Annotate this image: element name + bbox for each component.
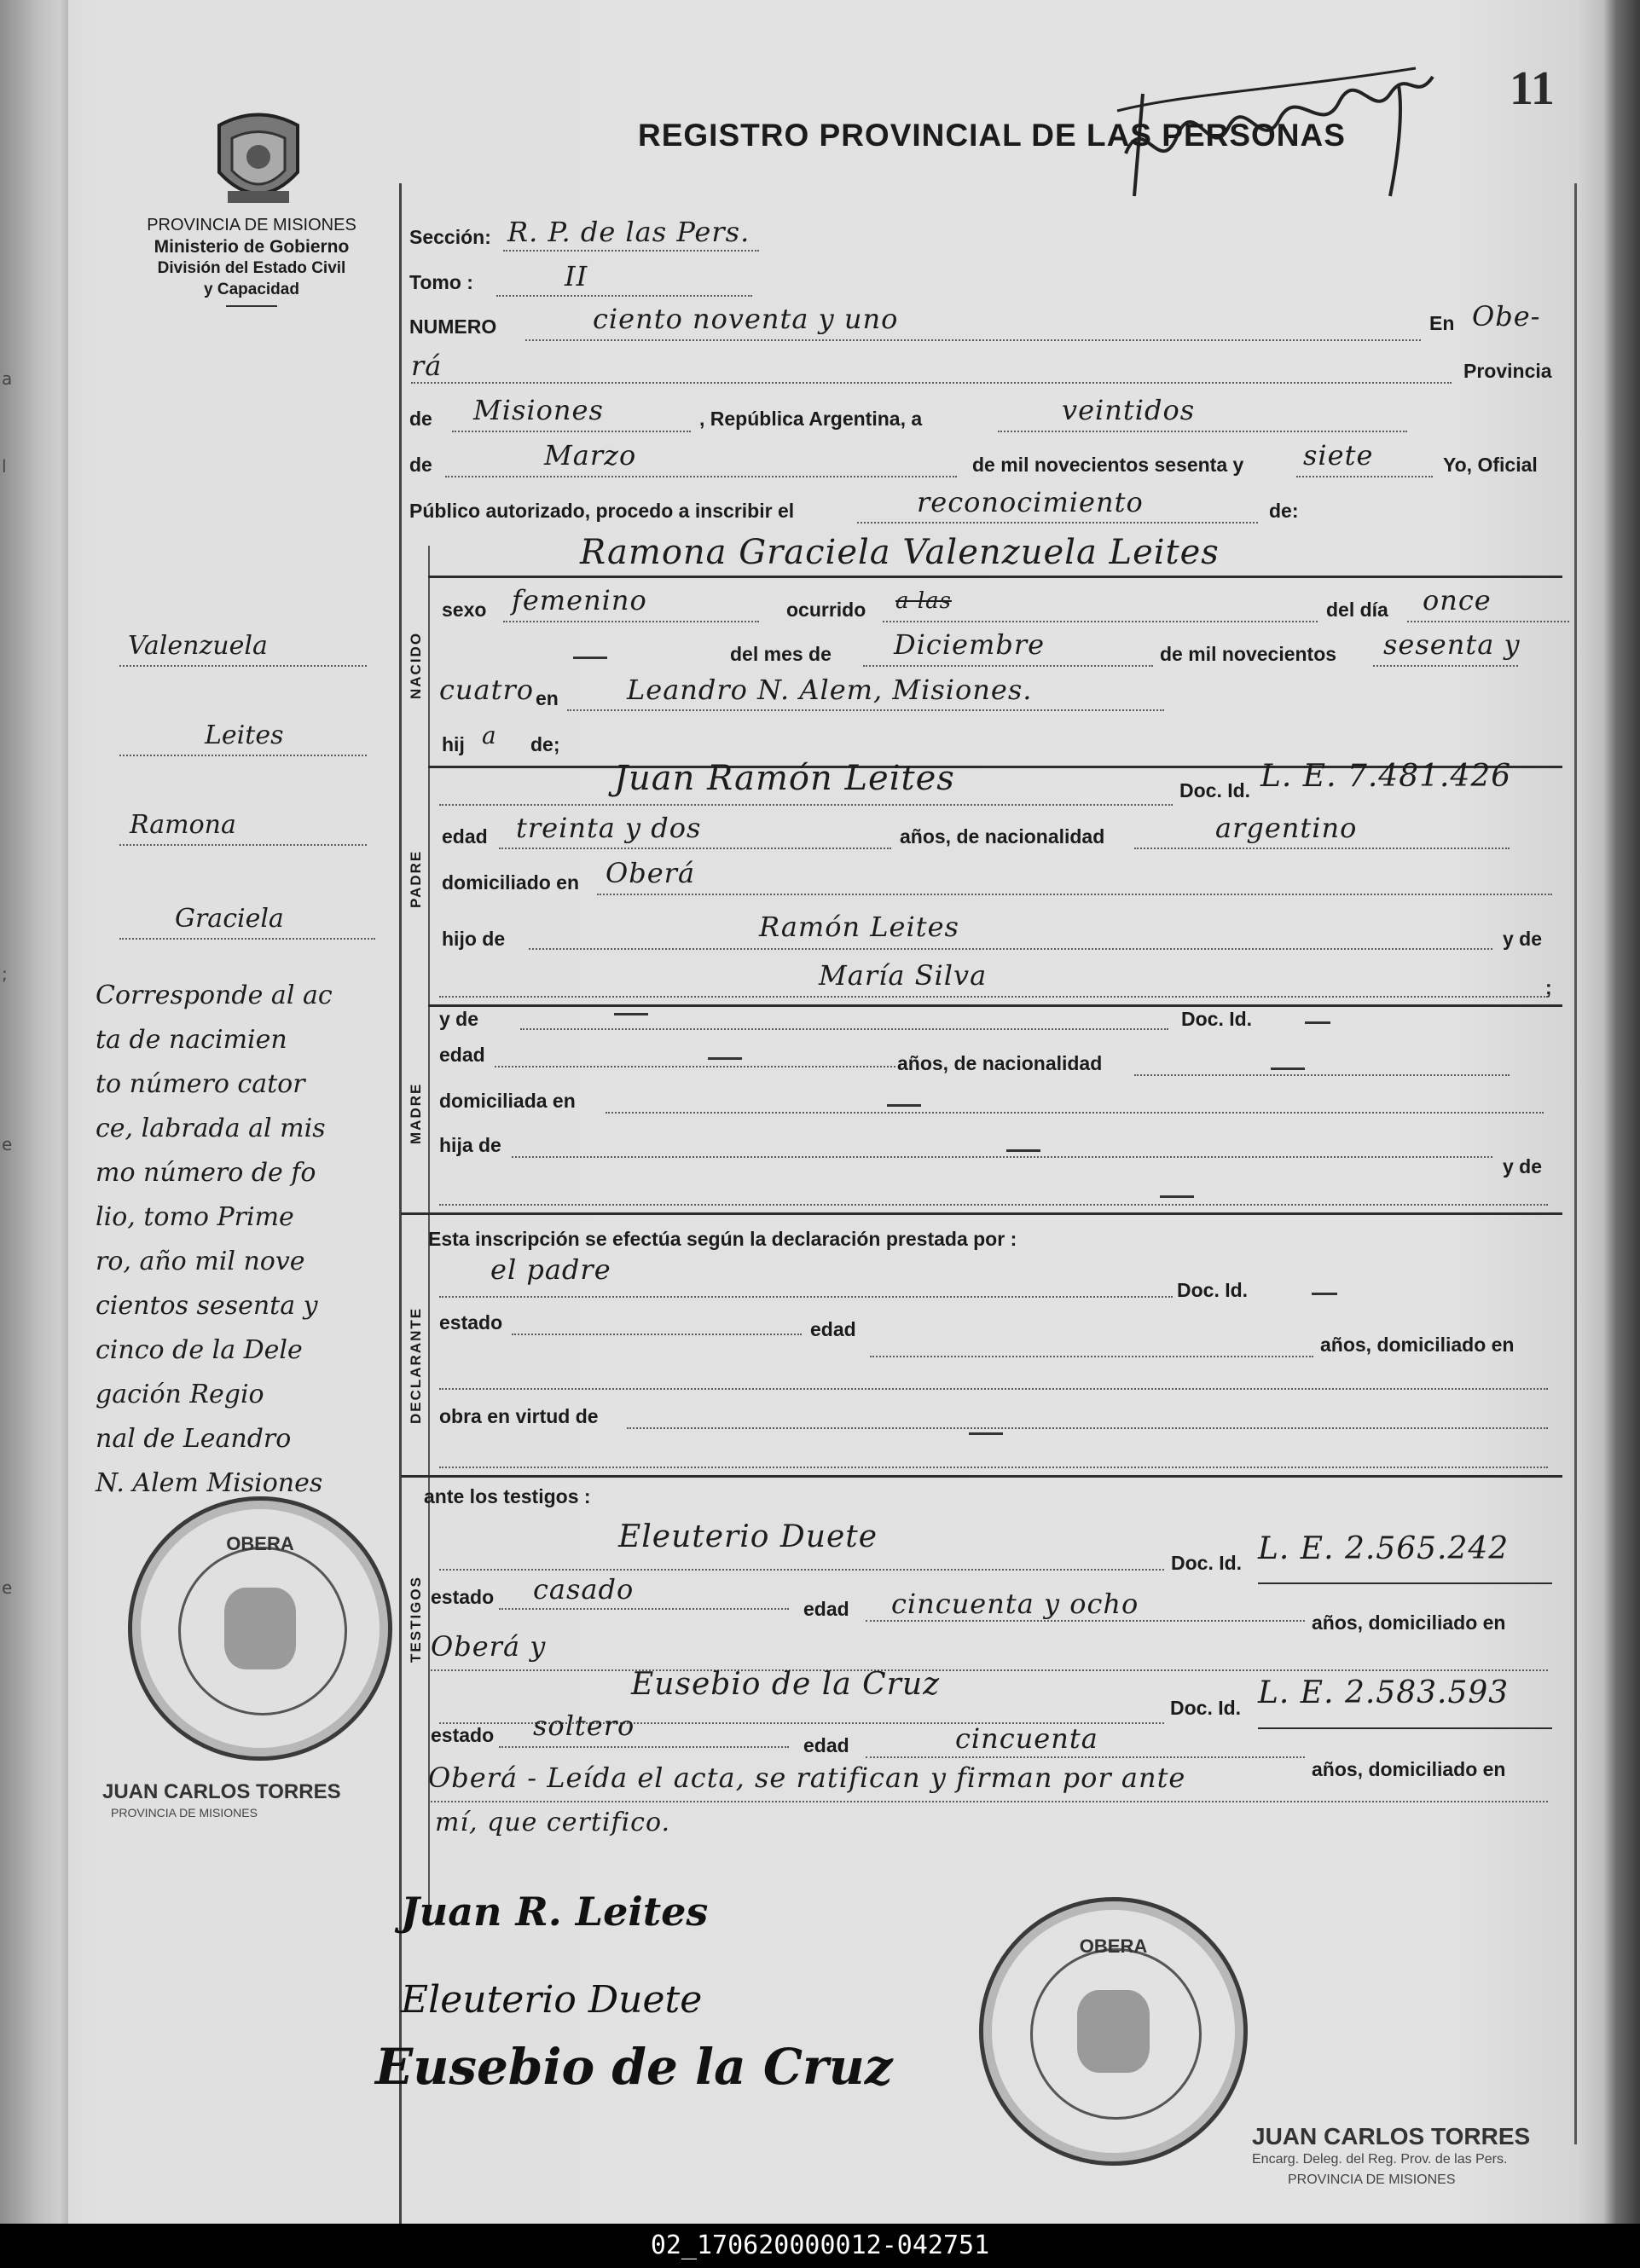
- label-anos-nac-madre: años, de nacionalidad: [897, 1052, 1103, 1074]
- signature-witness-1: Eleuterio Duete: [401, 1978, 703, 2022]
- value-dia-inscripcion: veintidos: [1062, 394, 1196, 426]
- value-anio-nacimiento-cont: cuatro: [439, 674, 535, 706]
- margin-nombre1: Ramona: [130, 810, 236, 840]
- margin-apellido2: Leites: [205, 720, 284, 750]
- left-divider-line: [399, 183, 402, 2264]
- value-mes-nacimiento: Diciembre: [894, 628, 1046, 661]
- label-hijo-de: hijo de: [442, 928, 506, 950]
- value-padre-nombre: Juan Ramón Leites: [614, 759, 955, 798]
- section-divider-line: [428, 546, 430, 1906]
- value-anio-nacimiento: sesenta y: [1383, 628, 1521, 661]
- value-cierre-linea1: Oberá - Leída el acta, se ratifican y firman por ante: [428, 1762, 1186, 1794]
- label-domiciliado-padre: domiciliado en: [442, 871, 580, 894]
- value-testigo1-doc: L. E. 2.565.242: [1258, 1531, 1510, 1566]
- label-del-mes: del mes de: [730, 643, 832, 665]
- margin-note-line: N. Alem Misiones: [96, 1468, 323, 1498]
- label-de-mil-nov: de mil novecientos: [1160, 643, 1337, 665]
- value-padre-nacionalidad: argentino: [1215, 812, 1358, 844]
- margin-note-line: mo número de fo: [96, 1158, 316, 1188]
- page-number: 11: [1510, 62, 1555, 115]
- label-republica: , República Argentina, a: [699, 408, 923, 430]
- label-estado-testigo1: estado: [431, 1586, 495, 1608]
- madre-top-line: [428, 1004, 1562, 1007]
- label-hija-de: hija de: [439, 1134, 501, 1156]
- seal-city-right: OBERA: [1079, 1935, 1148, 1957]
- label-obra: obra en virtud de: [439, 1405, 599, 1427]
- label-y-de-padre: y de: [1503, 928, 1543, 950]
- label-semicolon: ;: [1545, 976, 1552, 998]
- margin-note-line: ro, año mil nove: [96, 1247, 305, 1276]
- label-de: de: [409, 408, 432, 430]
- seal-city-left: OBERA: [226, 1533, 294, 1554]
- label-en: En: [1429, 312, 1455, 334]
- label-numero: NUMERO: [409, 315, 497, 338]
- value-lugar-nacimiento: Leandro N. Alem, Misiones.: [627, 674, 1033, 706]
- value-localidad-cont: rá: [411, 350, 443, 382]
- margin-note-line: cinco de la Dele: [96, 1335, 303, 1365]
- issuer-ministry: Ministerio de Gobierno: [154, 237, 350, 257]
- label-edad-padre: edad: [442, 825, 488, 848]
- label-edad-testigo2: edad: [803, 1734, 849, 1756]
- value-padre-doc: L. E. 7.481.426: [1260, 759, 1512, 794]
- province-stamp-left: PROVINCIA DE MISIONES: [111, 1806, 258, 1820]
- section-nacido: NACIDO: [408, 631, 424, 699]
- previous-page-edge: a l ; e e: [0, 0, 68, 2224]
- declarante-top-line: [401, 1212, 1562, 1215]
- value-numero: ciento noventa y uno: [593, 303, 899, 335]
- issuer-province: PROVINCIA DE MISIONES: [147, 216, 356, 234]
- label-yo-oficial: Yo, Oficial: [1443, 454, 1538, 476]
- label-del-dia: del día: [1326, 599, 1388, 621]
- label-tomo: Tomo :: [409, 271, 473, 293]
- issuer-division-cont: y Capacidad: [204, 281, 299, 298]
- value-hij-suffix: a: [482, 721, 497, 749]
- file-id-footer: 02_170620000012-042751: [0, 2224, 1640, 2268]
- value-declarante: el padre: [490, 1253, 611, 1286]
- value-testigo2-estado: soltero: [533, 1710, 635, 1742]
- page-title: REGISTRO PROVINCIAL DE LAS PERSONAS: [638, 118, 1346, 153]
- label-declaracion: Esta inscripción se efectúa según la declaración prestada por :: [428, 1228, 1017, 1250]
- label-publico: Público autorizado, procedo a inscribir el: [409, 500, 795, 522]
- signature-father: Juan R. Leites: [401, 1889, 709, 1935]
- value-testigo1-nombre: Eleuterio Duete: [618, 1519, 878, 1554]
- section-madre: MADRE: [408, 1082, 424, 1144]
- value-abuela-paterna: María Silva: [819, 959, 988, 992]
- label-de-mil: de mil novecientos sesenta y: [972, 454, 1244, 476]
- label-edad-madre: edad: [439, 1044, 485, 1066]
- label-doc-id-testigo2: Doc. Id.: [1170, 1697, 1242, 1719]
- section-declarante: DECLARANTE: [408, 1306, 424, 1424]
- officer-title-stamp: Encarg. Deleg. del Reg. Prov. de las Pers.: [1252, 2152, 1508, 2167]
- label-anos-dom-testigo2: años, domiciliado en: [1312, 1758, 1506, 1780]
- label-estado-declarante: estado: [439, 1311, 503, 1334]
- value-acto: reconocimiento: [917, 486, 1144, 518]
- label-anos-nac-padre: años, de nacionalidad: [900, 825, 1105, 848]
- value-cierre-linea2: mí, que certifico.: [435, 1808, 671, 1837]
- value-localidad: Obe-: [1472, 300, 1541, 333]
- label-de-colon: de:: [1269, 500, 1299, 522]
- label-doc-id-padre: Doc. Id.: [1179, 779, 1251, 801]
- label-sexo: sexo: [442, 599, 487, 621]
- label-de-semi: de;: [530, 733, 560, 755]
- label-domiciliada-madre: domiciliada en: [439, 1090, 576, 1112]
- value-mes-inscripcion: Marzo: [544, 439, 637, 472]
- margin-apellido1: Valenzuela: [128, 631, 268, 661]
- margin-nombre2: Graciela: [175, 904, 284, 934]
- issuer-division: División del Estado Civil: [157, 259, 346, 277]
- label-edad-testigo1: edad: [803, 1598, 849, 1620]
- value-seccion: R. P. de las Pers.: [507, 216, 750, 248]
- issuer-rule: [226, 305, 277, 307]
- value-nombre-inscripto: Ramona Graciela Valenzuela Leites: [580, 533, 1220, 572]
- value-provincia: Misiones: [473, 394, 604, 426]
- value-abuelo-paterno: Ramón Leites: [759, 911, 959, 943]
- margin-note-line: ta de nacimien: [96, 1025, 287, 1055]
- label-edad-declarante: edad: [810, 1318, 856, 1340]
- value-padre-edad: treinta y dos: [516, 812, 702, 844]
- province-stamp-right: PROVINCIA DE MISIONES: [1288, 2173, 1456, 2187]
- label-doc-id-madre: Doc. Id.: [1181, 1008, 1253, 1030]
- signature-witness-2: Eusebio de la Cruz: [375, 2038, 893, 2096]
- margin-note-line: to número cator: [96, 1069, 305, 1099]
- issuer-block: [102, 215, 401, 307]
- value-testigo1-domicilio: Oberá y: [431, 1630, 547, 1663]
- label-y-de-madre: y de: [439, 1008, 479, 1030]
- officer-stamp-right: JUAN CARLOS TORRES: [1252, 2123, 1531, 2149]
- value-testigo1-edad: cincuenta y ocho: [891, 1588, 1139, 1620]
- label-anos-dom-testigo1: años, domiciliado en: [1312, 1611, 1506, 1634]
- label-ante: ante los testigos :: [424, 1485, 591, 1507]
- value-ocurrido: a las: [895, 588, 952, 614]
- official-seal-left: [128, 1496, 392, 1761]
- value-testigo2-nombre: Eusebio de la Cruz: [631, 1667, 941, 1702]
- label-anos-dom-declarante: años, domiciliado en: [1320, 1334, 1515, 1356]
- value-testigo2-doc: L. E. 2.583.593: [1258, 1675, 1510, 1710]
- label-y-de-madre-2: y de: [1503, 1155, 1543, 1177]
- label-provincia: Provincia: [1463, 360, 1552, 382]
- section-testigos: TESTIGOS: [408, 1576, 424, 1663]
- label-de-mes: de: [409, 454, 432, 476]
- official-seal-right: [979, 1897, 1248, 2166]
- label-ocurrido: ocurrido: [786, 599, 866, 621]
- margin-note-line: nal de Leandro: [96, 1424, 292, 1454]
- section-padre: PADRE: [408, 849, 424, 908]
- label-seccion: Sección:: [409, 226, 491, 248]
- value-testigo2-edad: cincuenta: [955, 1722, 1098, 1755]
- value-testigo1-estado: casado: [533, 1573, 635, 1606]
- province-coat-of-arms-icon: [206, 104, 310, 215]
- value-tomo: II: [565, 260, 588, 292]
- label-hij: hij: [442, 733, 465, 755]
- value-dia-nacimiento: once: [1423, 584, 1492, 616]
- right-border-line: [1574, 183, 1577, 2144]
- nacido-name-line: [428, 576, 1562, 578]
- margin-note-line: ce, labrada al mis: [96, 1114, 326, 1143]
- label-doc-id-declarante: Doc. Id.: [1177, 1279, 1249, 1301]
- label-doc-id-testigo1: Doc. Id.: [1171, 1552, 1243, 1574]
- margin-note-line: Corresponde al ac: [96, 981, 333, 1010]
- value-sexo: femenino: [512, 584, 647, 616]
- margin-note-line: cientos sesenta y: [96, 1291, 318, 1321]
- margin-note: [96, 981, 385, 1518]
- margin-note-line: gación Regio: [96, 1380, 264, 1409]
- testigos-top-line: [401, 1475, 1562, 1478]
- label-en-lugar: en: [536, 687, 559, 709]
- officer-stamp-left: JUAN CARLOS TORRES: [102, 1780, 341, 1803]
- label-estado-testigo2: estado: [431, 1724, 495, 1746]
- margin-note-line: lio, tomo Prime: [96, 1202, 294, 1232]
- value-anio-inscripcion: siete: [1303, 439, 1374, 472]
- value-padre-domicilio: Oberá: [606, 857, 696, 889]
